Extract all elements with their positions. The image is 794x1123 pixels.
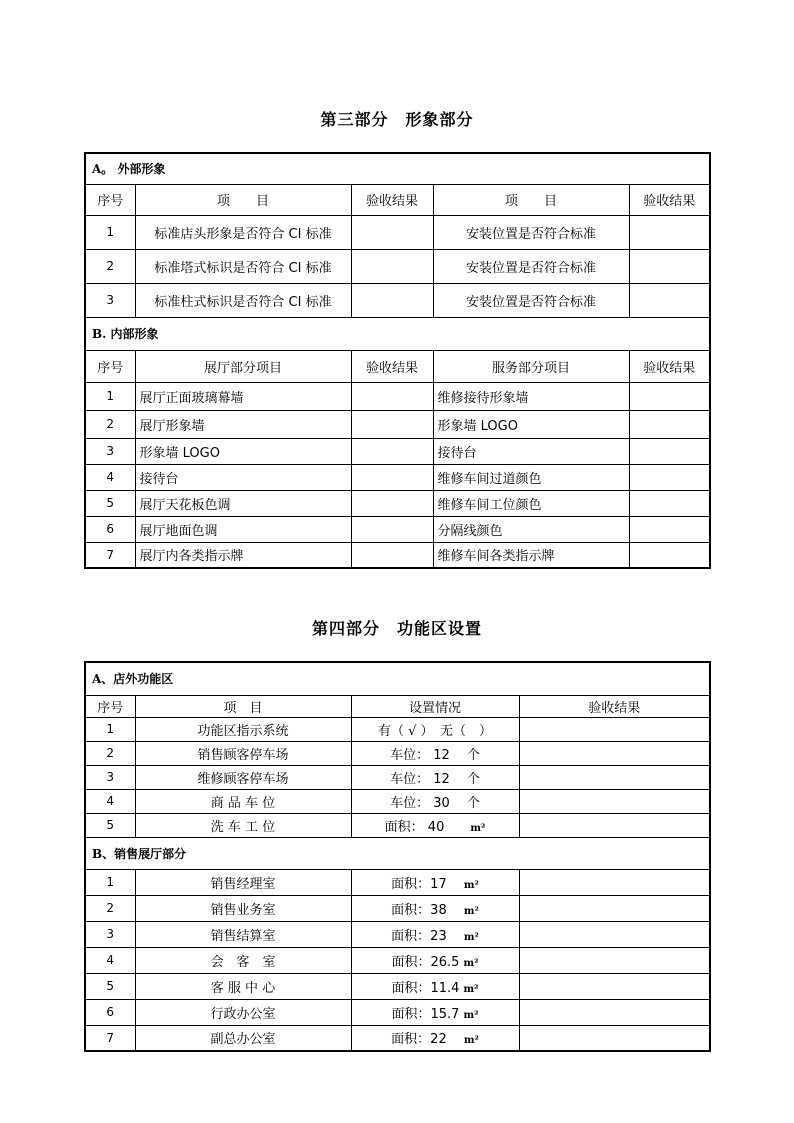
- table-row: [85, 947, 710, 973]
- image-acceptance-table: [84, 152, 711, 569]
- row-item: 行政办公室: [135, 999, 351, 1025]
- row-no: 4: [85, 947, 135, 973]
- result-cell[interactable]: [351, 283, 433, 317]
- header-result: 验收结果: [519, 695, 710, 717]
- part4-title: 第四部分 功能区设置: [311, 619, 482, 638]
- row-item: 销售顾客停车场: [135, 741, 351, 765]
- section-b-label: B、销售展厅部分: [85, 837, 710, 869]
- result-cell[interactable]: [519, 1025, 710, 1051]
- row-setting: [351, 999, 519, 1025]
- table-row: [85, 410, 710, 438]
- result-cell[interactable]: [519, 741, 710, 765]
- header-item: 展厅部分项目: [135, 350, 351, 382]
- header-result: 验收结果: [629, 350, 710, 382]
- result-cell[interactable]: [629, 542, 710, 568]
- row-item: 副总办公室: [135, 1025, 351, 1051]
- row-item: 形象墙 LOGO: [135, 438, 351, 464]
- functional-area-table: [84, 661, 711, 1052]
- row-setting: [351, 895, 519, 921]
- setting-unit: m²: [463, 983, 479, 995]
- row-item: 维修车间过道颜色: [433, 464, 629, 490]
- table-row: [85, 490, 710, 516]
- result-cell[interactable]: [351, 516, 433, 542]
- result-cell[interactable]: [629, 410, 710, 438]
- row-item: 维修接待形象墙: [433, 382, 629, 410]
- setting-text: 面积：17: [391, 876, 464, 892]
- section-a-label: A、店外功能区: [85, 662, 710, 695]
- row-item: 维修顾客停车场: [135, 765, 351, 789]
- setting-text: 面积：38: [391, 902, 464, 918]
- row-item: 分隔线颜色: [433, 516, 629, 542]
- table-row: [85, 813, 710, 837]
- table-row: [85, 999, 710, 1025]
- row-no: 2: [85, 249, 135, 283]
- result-cell[interactable]: [519, 921, 710, 947]
- setting-unit: m²: [463, 1035, 479, 1047]
- row-setting: [351, 869, 519, 895]
- row-item: 维修车间各类指示牌: [433, 542, 629, 568]
- section-b-label: B. 内部形象: [85, 317, 710, 350]
- row-no: 4: [85, 464, 135, 490]
- result-cell[interactable]: [629, 382, 710, 410]
- row-no: 2: [85, 895, 135, 921]
- row-item: 安装位置是否符合标准: [433, 215, 629, 249]
- setting-unit: m²: [463, 931, 479, 943]
- table-row: [85, 869, 710, 895]
- table-row: [85, 895, 710, 921]
- row-setting: [351, 765, 519, 789]
- table-row: [85, 215, 710, 249]
- row-setting: [351, 813, 519, 837]
- setting-text: 面积： 40: [384, 819, 471, 835]
- result-cell[interactable]: [351, 382, 433, 410]
- row-item: 形象墙 LOGO: [433, 410, 629, 438]
- table-row: [85, 464, 710, 490]
- header-no: 序号: [85, 350, 135, 382]
- row-no: 2: [85, 741, 135, 765]
- row-item: 展厅内各类指示牌: [135, 542, 351, 568]
- setting-text: 车位： 12 个: [390, 771, 480, 787]
- row-no: 6: [85, 516, 135, 542]
- row-item: 安装位置是否符合标准: [433, 249, 629, 283]
- row-item: 商 品 车 位: [135, 789, 351, 813]
- row-no: 1: [85, 869, 135, 895]
- header-setting: 设置情况: [351, 695, 519, 717]
- header-result: 验收结果: [629, 184, 710, 215]
- table-row: [85, 542, 710, 568]
- row-setting: [351, 973, 519, 999]
- result-cell[interactable]: [629, 464, 710, 490]
- header-no: 序号: [85, 695, 135, 717]
- result-cell[interactable]: [519, 869, 710, 895]
- row-item: 标准塔式标识是否符合 CI 标准: [135, 249, 351, 283]
- setting-text: 面积：23: [391, 928, 464, 944]
- row-item: 维修车间工位颜色: [433, 490, 629, 516]
- header-result: 验收结果: [351, 184, 433, 215]
- table-row: [85, 973, 710, 999]
- table-row: [85, 921, 710, 947]
- row-setting: [351, 789, 519, 813]
- row-no: 5: [85, 973, 135, 999]
- row-setting: [351, 741, 519, 765]
- setting-unit: m²: [470, 822, 486, 834]
- table-row: [85, 1025, 710, 1051]
- row-item: 洗 车 工 位: [135, 813, 351, 837]
- row-no: 3: [85, 765, 135, 789]
- row-item: 客 服 中 心: [135, 973, 351, 999]
- row-no: 4: [85, 789, 135, 813]
- result-cell[interactable]: [519, 813, 710, 837]
- row-item: 标准店头形象是否符合 CI 标准: [135, 215, 351, 249]
- table-row: [85, 717, 710, 741]
- result-cell[interactable]: [519, 789, 710, 813]
- table-row: [85, 382, 710, 410]
- row-item: 展厅地面色调: [135, 516, 351, 542]
- row-no: 7: [85, 1025, 135, 1051]
- row-no: 7: [85, 542, 135, 568]
- setting-text: 车位： 30 个: [390, 795, 480, 811]
- table-row: [85, 765, 710, 789]
- row-item: 销售业务室: [135, 895, 351, 921]
- row-item: 会 客 室: [135, 947, 351, 973]
- header-item: 服务部分项目: [433, 350, 629, 382]
- row-no: 6: [85, 999, 135, 1025]
- row-no: 5: [85, 813, 135, 837]
- setting-text: 有（ √ ） 无（ ）: [377, 723, 493, 739]
- row-item: 展厅天花板色调: [135, 490, 351, 516]
- setting-unit: m²: [463, 1009, 479, 1021]
- result-cell[interactable]: [629, 516, 710, 542]
- row-item: 销售经理室: [135, 869, 351, 895]
- row-no: 3: [85, 283, 135, 317]
- table-row: [85, 741, 710, 765]
- setting-text: 面积：22: [391, 1032, 464, 1048]
- setting-unit: m²: [463, 879, 479, 891]
- row-item: 展厅形象墙: [135, 410, 351, 438]
- setting-text: 面积：15.7: [391, 1006, 464, 1022]
- header-no: 序号: [85, 184, 135, 215]
- row-setting: [351, 921, 519, 947]
- result-cell[interactable]: [519, 895, 710, 921]
- header-item: 项 目: [135, 695, 351, 717]
- table-row: [85, 249, 710, 283]
- table-row: [85, 438, 710, 464]
- result-cell[interactable]: [519, 765, 710, 789]
- result-cell[interactable]: [351, 490, 433, 516]
- row-no: 1: [85, 717, 135, 741]
- header-item: 项 目: [433, 184, 629, 215]
- setting-text: 车位： 12 个: [390, 747, 480, 763]
- row-no: 3: [85, 438, 135, 464]
- result-cell[interactable]: [629, 283, 710, 317]
- row-item: 接待台: [433, 438, 629, 464]
- setting-text: 面积：26.5: [391, 954, 464, 970]
- header-result: 验收结果: [351, 350, 433, 382]
- row-item: 标准柱式标识是否符合 CI 标准: [135, 283, 351, 317]
- table-row: [85, 283, 710, 317]
- row-item: 销售结算室: [135, 921, 351, 947]
- result-cell[interactable]: [629, 249, 710, 283]
- result-cell[interactable]: [351, 215, 433, 249]
- table-row: [85, 516, 710, 542]
- table-row: [85, 789, 710, 813]
- result-cell[interactable]: [519, 999, 710, 1025]
- row-no: 3: [85, 921, 135, 947]
- row-no: 2: [85, 410, 135, 438]
- row-item: 接待台: [135, 464, 351, 490]
- setting-unit: m²: [463, 957, 479, 969]
- result-cell[interactable]: [351, 438, 433, 464]
- header-item: 项 目: [135, 184, 351, 215]
- result-cell[interactable]: [629, 215, 710, 249]
- result-cell[interactable]: [519, 717, 710, 741]
- setting-unit: m²: [463, 905, 479, 917]
- result-cell[interactable]: [351, 410, 433, 438]
- row-no: 1: [85, 382, 135, 410]
- result-cell[interactable]: [351, 542, 433, 568]
- result-cell[interactable]: [351, 464, 433, 490]
- row-no: 1: [85, 215, 135, 249]
- row-setting: [351, 947, 519, 973]
- row-no: 5: [85, 490, 135, 516]
- row-item: 功能区指示系统: [135, 717, 351, 741]
- part3-title: 第三部分 形象部分: [320, 110, 474, 129]
- row-item: 展厅正面玻璃幕墙: [135, 382, 351, 410]
- row-setting: [351, 717, 519, 741]
- result-cell[interactable]: [519, 973, 710, 999]
- section-a-label: A。 外部形象: [85, 153, 710, 184]
- result-cell[interactable]: [629, 438, 710, 464]
- result-cell[interactable]: [629, 490, 710, 516]
- row-setting: [351, 1025, 519, 1051]
- setting-text: 面积：11.4: [391, 980, 464, 996]
- row-item: 安装位置是否符合标准: [433, 283, 629, 317]
- result-cell[interactable]: [351, 249, 433, 283]
- result-cell[interactable]: [519, 947, 710, 973]
